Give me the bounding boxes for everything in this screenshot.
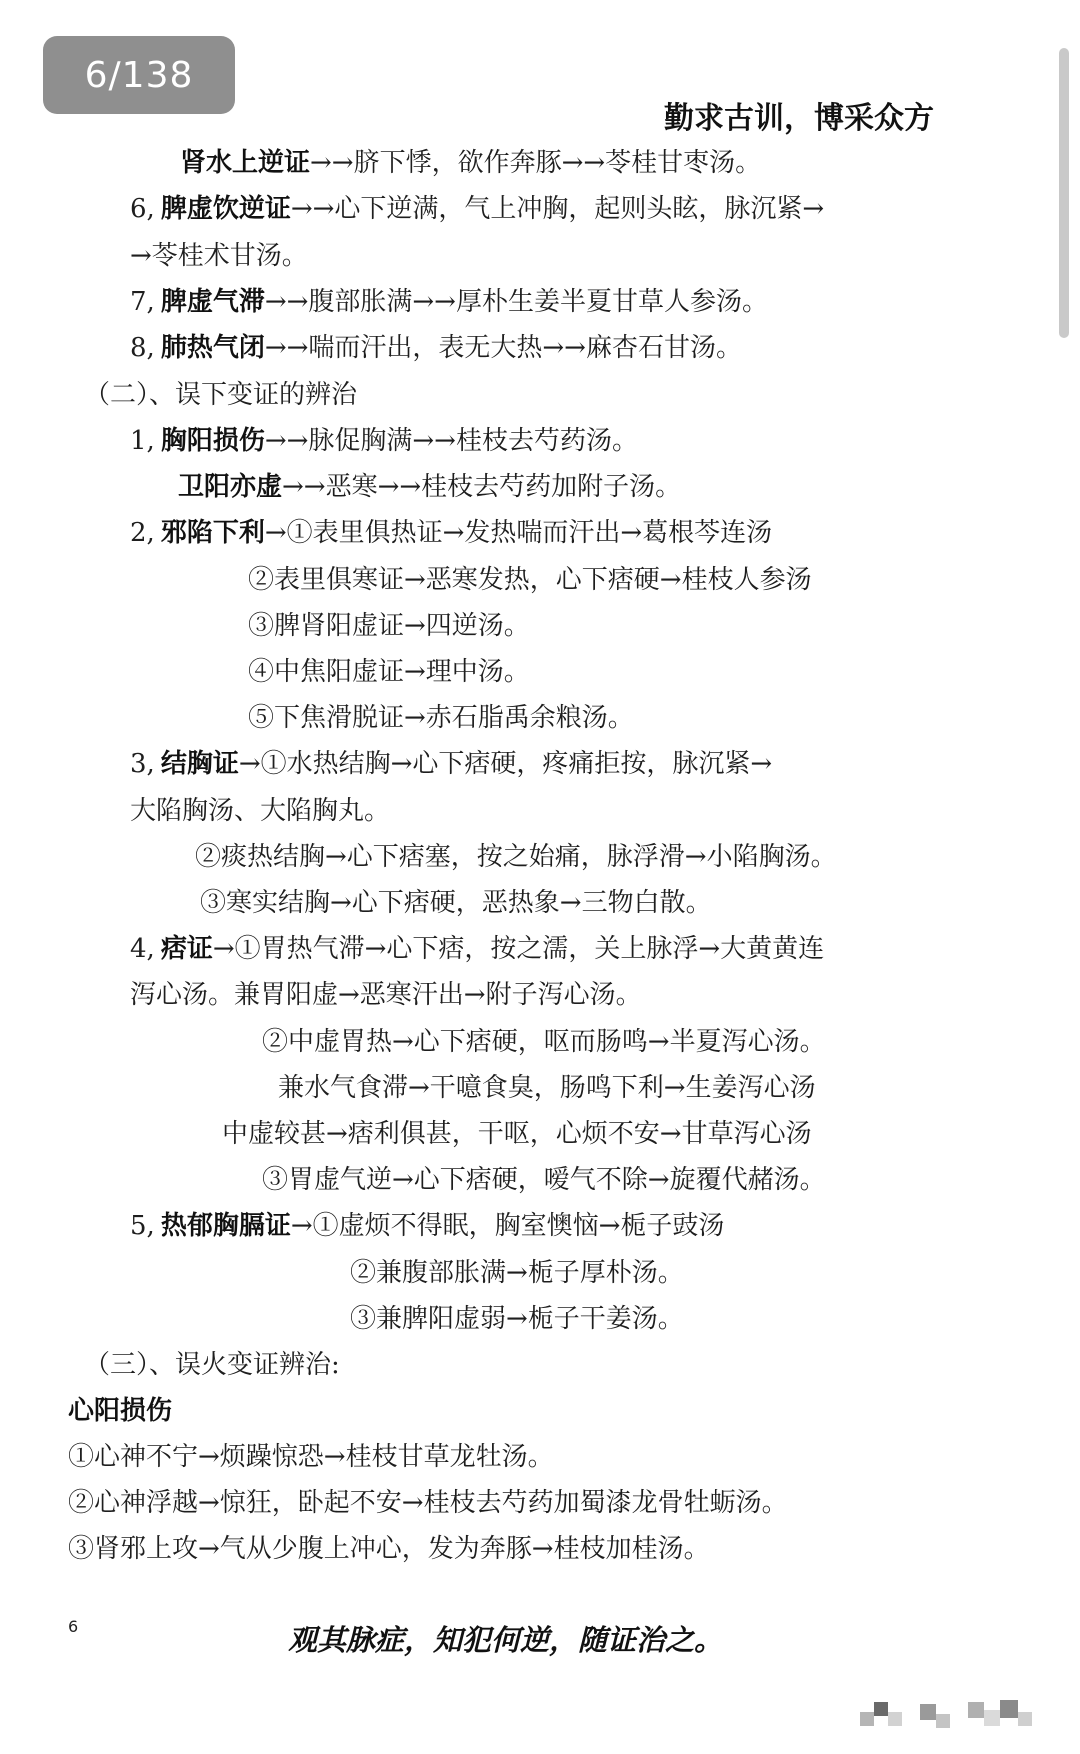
syndrome-term: 热郁胸膈证 [160, 1211, 291, 1241]
text-line [130, 794, 390, 828]
text-line [222, 1117, 812, 1151]
text-line [278, 1071, 816, 1105]
item-number: 7, [130, 287, 155, 317]
syndrome-term: 痞证 [160, 934, 213, 964]
line-text: 泻心汤。兼胃阳虚→恶寒汗出→附子泻心汤。 [130, 980, 642, 1010]
line-text: ②心神浮越→惊狂，卧起不安→桂枝去芍药加蜀漆龙骨牡蛎汤。 [68, 1488, 788, 1518]
line-text: →→恶寒→→桂枝去芍药加附子汤。 [282, 472, 682, 502]
line-text: 兼水气食滞→干噫食臭，肠鸣下利→生姜泻心汤 [278, 1073, 816, 1103]
line-text: ②中虚胃热→心下痞硬，呕而肠鸣→半夏泻心汤。 [262, 1027, 826, 1057]
syndrome-term: 脾虚饮逆证 [160, 194, 291, 224]
line-text: （三）、误火变证辨治: [84, 1350, 340, 1380]
text-line [262, 1163, 826, 1197]
line-text: →①虚烦不得眠，胸室懊恼→栀子豉汤 [290, 1211, 725, 1241]
line-text: →→喘而汗出，表无大热→→麻杏石甘汤。 [264, 333, 742, 363]
syndrome-term: 邪陷下利 [160, 518, 265, 548]
text-line [68, 1486, 788, 1520]
text-line [262, 1025, 826, 1059]
line-text: ③寒实结胸→心下痞硬，恶热象→三物白散。 [200, 888, 712, 918]
line-text: →→脉促胸满→→桂枝去芍药汤。 [264, 426, 638, 456]
text-line [130, 331, 742, 365]
page-number: 6 [68, 1617, 79, 1636]
text-line [84, 378, 357, 412]
line-text: →→脐下悸，欲作奔豚→→苓桂甘枣汤。 [310, 148, 762, 178]
text-line [178, 470, 681, 504]
text-line [248, 609, 530, 643]
text-line [248, 655, 530, 689]
line-text: ②痰热结胸→心下痞塞，按之始痛，脉浮滑→小陷胸汤。 [195, 842, 837, 872]
text-line [130, 747, 772, 781]
text-line [84, 1348, 340, 1382]
syndrome-term: 脾虚气滞 [160, 287, 265, 317]
scrollbar[interactable] [1059, 48, 1069, 338]
text-line [130, 932, 824, 966]
text-line [130, 285, 768, 319]
item-number: 6, [130, 194, 155, 224]
text-line [130, 239, 308, 273]
line-text: ③肾邪上攻→气从少腹上冲心，发为奔豚→桂枝加桂汤。 [68, 1534, 710, 1564]
item-number: 3, [130, 749, 155, 779]
syndrome-term: 结胸证 [160, 749, 239, 779]
line-text: ②兼腹部胀满→栀子厚朴汤。 [350, 1258, 684, 1288]
syndrome-term: 肺热气闭 [160, 333, 265, 363]
text-line [130, 978, 642, 1012]
item-number: 4, [130, 934, 155, 964]
line-text: ④中焦阳虚证→理中汤。 [248, 657, 530, 687]
line-text: →①胃热气滞→心下痞，按之濡，关上脉浮→大黄黄连 [212, 934, 825, 964]
syndrome-term: 心阳损伤 [68, 1396, 173, 1426]
line-text: ⑤下焦滑脱证→赤石脂禹余粮汤。 [248, 703, 634, 733]
syndrome-term: 胸阳损伤 [160, 426, 265, 456]
line-text: 中虚较甚→痞利俱甚，干呕，心烦不安→甘草泻心汤 [222, 1119, 812, 1149]
line-text: ③脾肾阳虚证→四逆汤。 [248, 611, 530, 641]
text-line [248, 701, 634, 735]
text-line [68, 1394, 172, 1428]
line-text: （二）、误下变证的辨治 [84, 380, 358, 410]
text-line [180, 146, 761, 180]
line-text: ①心神不宁→烦躁惊恐→桂枝甘草龙牡汤。 [68, 1442, 554, 1472]
line-text: ③兼脾阳虚弱→栀子干姜汤。 [350, 1304, 684, 1334]
watermark-mosaic [860, 1698, 1040, 1738]
header-motto: 勤求古训，博采众方 [664, 101, 934, 136]
text-line [130, 192, 824, 226]
footer-motto: 观其脉症，知犯何逆，随证治之。 [288, 1623, 724, 1657]
line-text: →苓桂术甘汤。 [130, 241, 308, 271]
text-line [130, 516, 772, 550]
item-number: 8, [130, 333, 155, 363]
text-line [68, 1440, 554, 1474]
page-indicator[interactable]: 6/138 [43, 36, 235, 114]
line-text: →①表里俱热证→发热喘而汗出→葛根芩连汤 [264, 518, 773, 548]
syndrome-term: 卫阳亦虚 [178, 472, 283, 502]
line-text: →→腹部胀满→→厚朴生姜半夏甘草人参汤。 [264, 287, 768, 317]
line-text: →①水热结胸→心下痞硬，疼痛拒按，脉沉紧→ [238, 749, 773, 779]
text-line [200, 886, 712, 920]
text-line [130, 424, 638, 458]
text-line [68, 1532, 710, 1566]
line-text: →→心下逆满，气上冲胸，起则头眩，脉沉紧→ [290, 194, 825, 224]
text-line [130, 1209, 724, 1243]
line-text: ③胃虚气逆→心下痞硬，嗳气不除→旋覆代赭汤。 [262, 1165, 826, 1195]
item-number: 2, [130, 518, 155, 548]
syndrome-term: 肾水上逆证 [180, 148, 311, 178]
text-line [248, 563, 812, 597]
item-number: 1, [130, 426, 155, 456]
text-line [350, 1302, 684, 1336]
line-text: ②表里俱寒证→恶寒发热，心下痞硬→桂枝人参汤 [248, 565, 812, 595]
item-number: 5, [130, 1211, 155, 1241]
text-line [350, 1256, 684, 1290]
text-line [195, 840, 837, 874]
line-text: 大陷胸汤、大陷胸丸。 [130, 796, 391, 826]
